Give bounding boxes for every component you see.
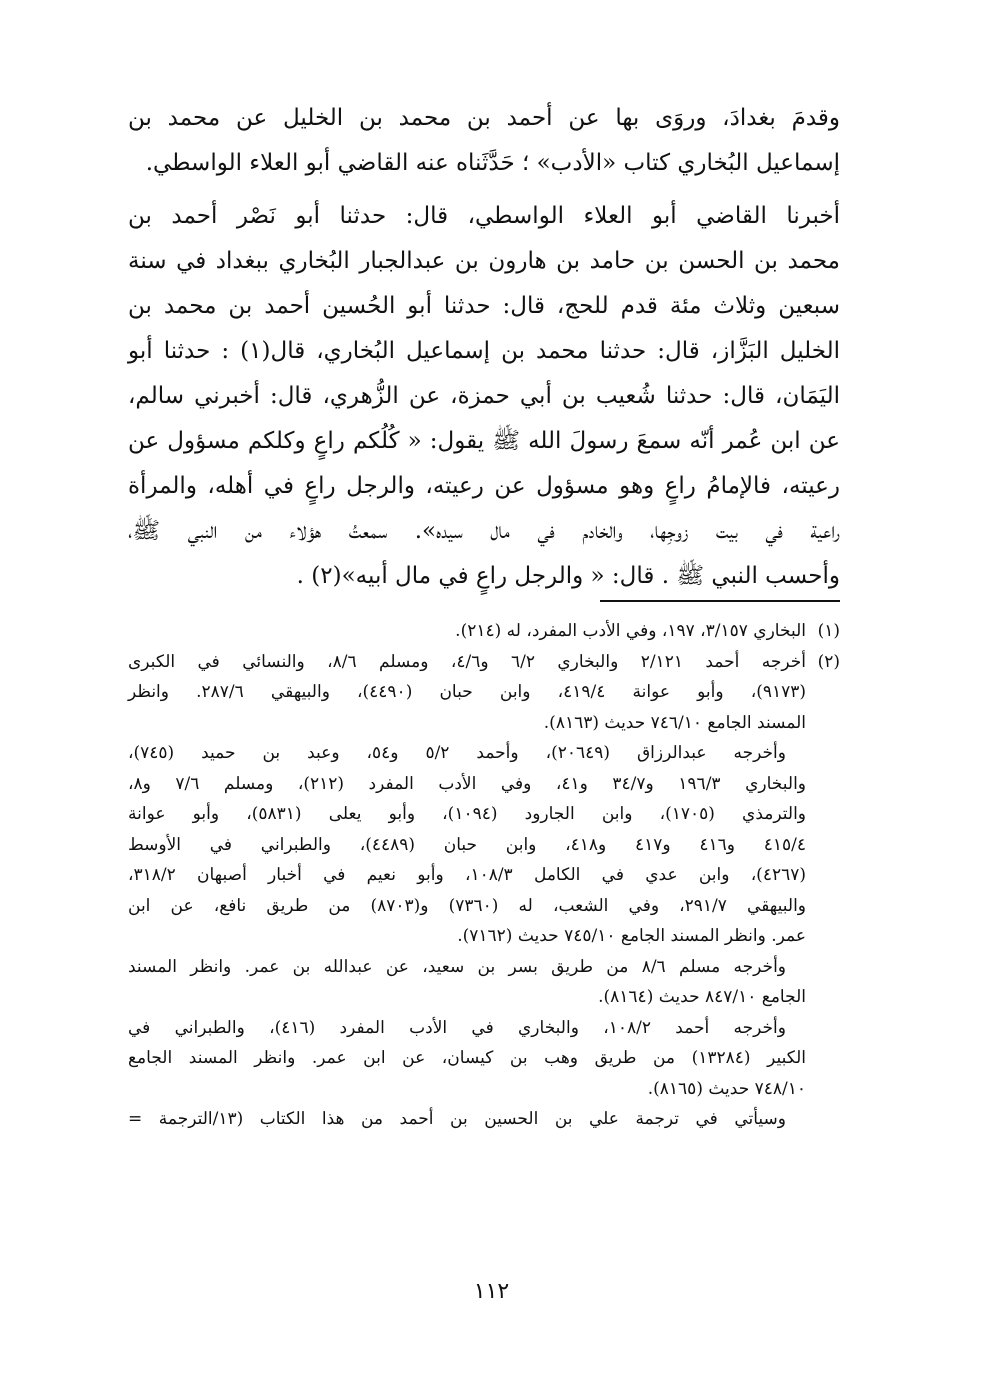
footnotes — [128, 616, 840, 1135]
footnote-text: وأخرجه عبدالرزاق (٢٠٦٤٩)، وأحمد ٥/٢ و٥٤، وعبد بن حميد (٧٤٥)، — [128, 743, 786, 763]
footnote-2 — [128, 647, 840, 739]
footnote-paragraph — [128, 1104, 840, 1135]
text-line: محمد بن الحسن بن حامد بن هارون بن عبدالجبار البُخاري ببغداد في سنة — [128, 248, 840, 274]
paragraph-1 — [128, 96, 840, 186]
footnote-number: (٢) — [817, 651, 841, 672]
text-line: إسماعيل البُخاري كتاب «الأدب» ؛ حَدَّثَناه عنه القاضي أبو العلاء الواسطي. — [145, 150, 840, 176]
footnote-paragraph — [128, 738, 840, 952]
footnote-text: أخرجه أحمد ٢/١٢١ والبخاري ٦/٢ و٤/٦، ومسلم ٨/٦، والنسائي في الكبرى — [128, 651, 807, 672]
footnote-text: وأخرجه أحمد ١٠٨/٢، والبخاري في الأدب المفرد (٤١٦)، والطبراني في — [128, 1017, 786, 1038]
text-line: وقدمَ بغدادَ، وروَى بها عن أحمد بن محمد بن الخليل عن محمد بن — [128, 105, 840, 131]
footnote-text: وأخرجه مسلم ٨/٦ من طريق بسر بن سعيد، عن عبدالله بن عمر. وانظر المسند — [128, 956, 786, 977]
footnote-text: والبخاري ١٩٦/٣ و٣٤/٧ و٤١، وفي الأدب المفرد (٢١٢)، ومسلم ٧/٦ و٨، — [128, 773, 806, 794]
footnote-text: الكبير (١٣٢٨٤) من طريق وهب بن كيسان، عن ابن عمر. وانظر المسند الجامع — [128, 1048, 807, 1068]
footnote-text: (٤٢٦٧)، وابن عدي في الكامل ١٠٨/٣، وأبو نعيم في أخبار أصبهان ٣١٨/٢، — [128, 865, 806, 885]
footnote-text: الجامع ٨٤٧/١٠ حديث (٨١٦٤). — [598, 987, 806, 1007]
footnote-text: المسند الجامع ٧٤٦/١٠ حديث (٨١٦٣). — [543, 712, 806, 733]
paragraph-2 — [128, 194, 840, 599]
footnote-text: البخاري ٣/١٥٧، ١٩٧، وفي الأدب المفرد، له (٢١٤). — [455, 621, 806, 641]
footnote-paragraph — [128, 1013, 840, 1105]
page-number: ١١٢ — [473, 1279, 510, 1304]
footnote-text: والترمذي (١٧٠٥)، وابن الجارود (١٠٩٤)، وأبو يعلى (٥٨٣١)، وأبو عوانة — [128, 804, 806, 824]
text-line: أخبرنا القاضي أبو العلاء الواسطي، قال: حدثنا أبو نَصْر أحمد بن — [128, 203, 840, 229]
main-text — [128, 96, 840, 599]
footnote-text: (٩١٧٣)، وأبو عوانة ٤١٩/٤، وابن حبان (٤٤٩٠)، والبيهقي ٢٨٧/٦. وانظر — [128, 682, 806, 702]
text-line: اليَمَان، قال: حدثنا شُعيب بن أبي حمزة، عن الزُّهري، قال: أخبرني سالم، — [128, 383, 840, 409]
footnote-text: والبيهقي ٢٩١/٧، وفي الشعب، له (٧٣٦٠) و(٨٧٠٣) من طريق نافع، عن ابن — [128, 895, 806, 916]
footnote-divider — [600, 600, 840, 602]
footnote-number: (١) — [817, 621, 840, 641]
text-line: راعية في بيت زوجِها، والخادم في مال سيده». سمعتُ هؤلاء من النبي ﷺ، — [128, 518, 840, 544]
text-line: عن ابن عُمر أنّه سمعَ رسولَ الله ﷺ يقول: « كُلُكم راعٍ وكلكم مسؤول عن — [128, 428, 840, 454]
text-line: الخليل البَزَّاز، قال: حدثنا محمد بن إسماعيل البُخاري، قال(١) : حدثنا أبو — [128, 338, 840, 364]
footnote-1 — [128, 616, 840, 647]
footnote-text: وسيأتي في ترجمة علي بن الحسين بن أحمد من هذا الكتاب (١٣/الترجمة = — [128, 1109, 786, 1129]
text-line: سبعين وثلاث مئة قدم للحج، قال: حدثنا أبو الحُسين أحمد بن محمد بن — [128, 293, 840, 319]
footnote-text: ٤١٥/٤ و٤١٦ و٤١٧ و٤١٨، وابن حبان (٤٤٨٩)، والطبراني في الأوسط — [128, 834, 806, 855]
footnote-paragraph — [128, 952, 840, 1013]
footnote-text: ٧٤٨/١٠ حديث (٨١٦٥). — [647, 1078, 806, 1099]
text-line: وأحسب النبي ﷺ . قال: « والرجل راعٍ في مال أبيه»(٢) . — [296, 563, 840, 589]
text-line: رعيته، فالإمامُ راعٍ وهو مسؤول عن رعيته، والرجل راعٍ في أهله، والمرأة — [128, 473, 840, 499]
footnote-text: عمر. وانظر المسند الجامع ٧٤٥/١٠ حديث (٧١٦٢). — [457, 926, 806, 946]
